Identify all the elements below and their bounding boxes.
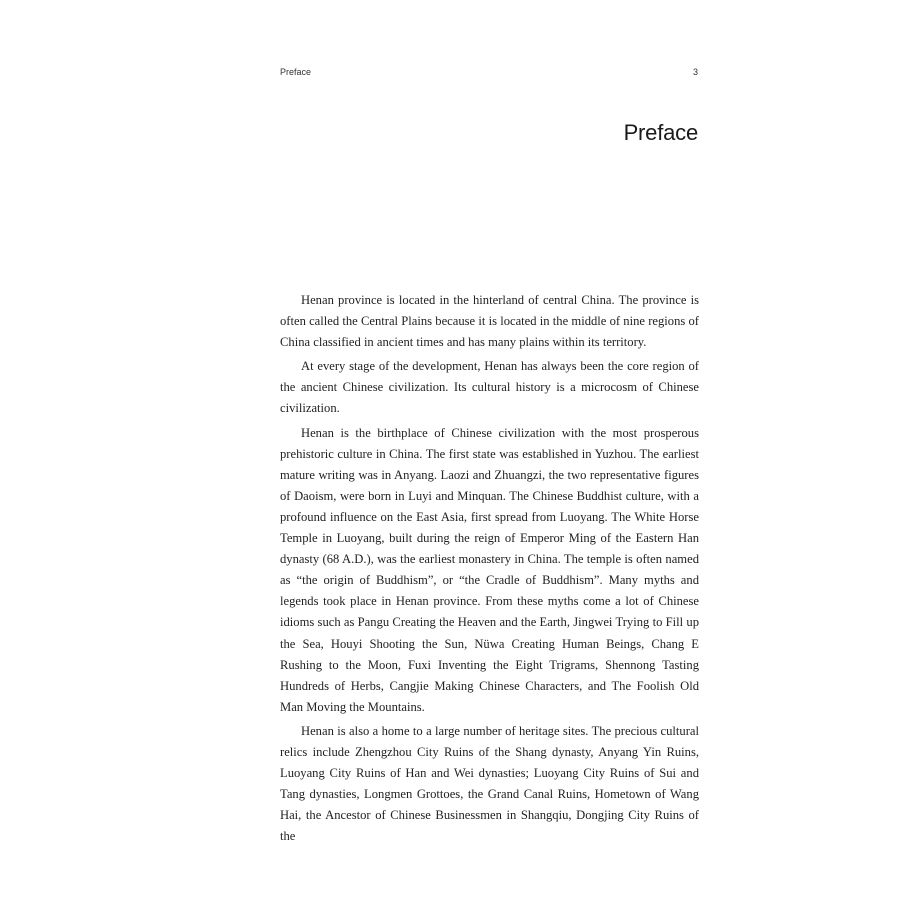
paragraph: Henan is also a home to a large number of heritage sites. The precious cultural relics include Zhengzhou City Ruins of the Shang dynasty, Anyang Yin Ruins, Luoyang City Ruins of Han and Wei dynasties; Luoyang City Ruins of Sui and Tang dynasties, Longmen Grottoes, the Grand Canal Ruins, Hometown of Wang Hai, the Ancestor of Chinese Businessmen in Shangqiu, Dongjing City Ruins of the bbox=[280, 723, 699, 844]
paragraph: Henan is the birthplace of Chinese civilization with the most prosperous prehistoric culture in China. The first state was established in Yuzhou. The earliest mature writing was in Anyang. Laozi and Zhuangzi, the two representative figures of Daoism, were born in Luyi and Minquan. The Chinese Buddhist culture, with a profound influence on the East Asia, first spread from Luoyang. The White Horse Temple in Luoyang, built during the reign of Emperor Ming of the Eastern Han dynasty (68 A.D.), was the earliest monastery in China. The temple is often named as “the origin of Buddhism”, or “the Cradle of Buddhism”. Many myths and legends took place in Henan province. From these myths come a lot of Chinese idioms such as Pangu Creating the Heaven and the Earth, Jingwei Trying to Fill up the Sea, Houyi Shooting the Sun, Nüwa Creating Human Beings, Chang E Rushing to the Moon, Fuxi Inventing the Eight Trigrams, Shennong Tasting Hundreds of Herbs, Cangjie Making Chinese Characters, and The Foolish Old Man Moving the Mountains. bbox=[280, 425, 699, 714]
chapter-title: Preface bbox=[623, 120, 698, 145]
paragraph: Henan province is located in the hinterland of central China. The province is often called the Central Plains because it is located in the middle of nine regions of China classified in ancient times and has many plains within its territory. bbox=[280, 293, 699, 350]
page-number: 3 bbox=[692, 67, 698, 77]
body-text bbox=[280, 290, 699, 850]
paragraph: At every stage of the development, Henan has always been the core region of the ancient Chinese civilization. Its cultural history is a microcosm of Chinese civilization. bbox=[280, 359, 699, 416]
running-head: Preface bbox=[280, 67, 312, 77]
